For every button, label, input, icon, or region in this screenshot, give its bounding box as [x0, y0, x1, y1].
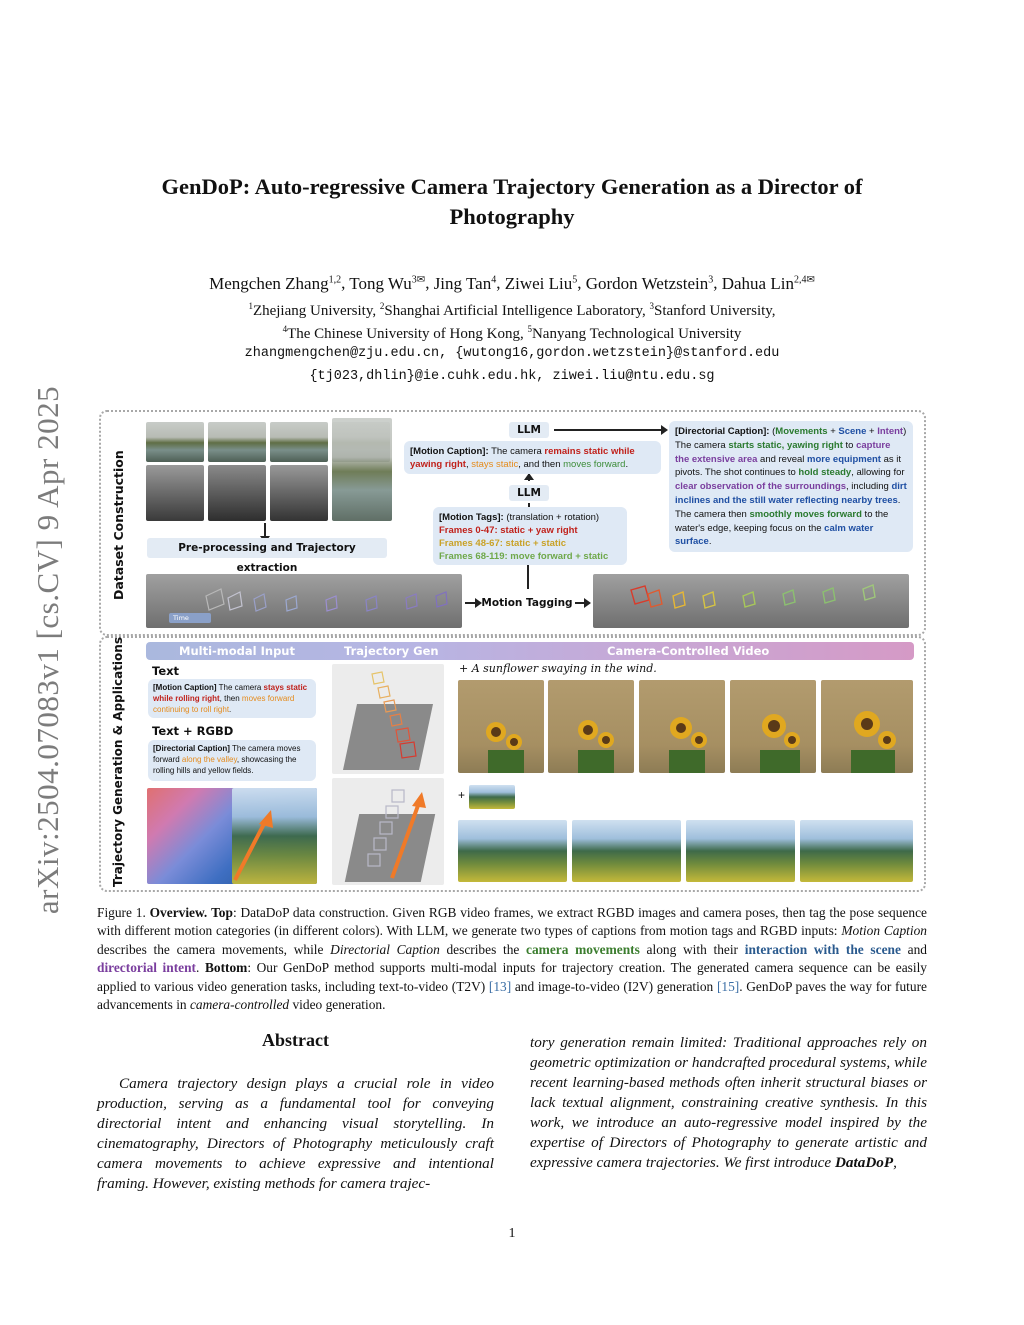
header-multimodal-input: Multi-modal Input: [179, 644, 295, 658]
llm-label: LLM: [509, 485, 549, 501]
pose-frustum: [326, 596, 337, 611]
pose-frustum: [406, 594, 417, 609]
pose-frustum: [378, 686, 390, 698]
sunflower-frame: [639, 680, 725, 773]
t2v-prompt: + A sunflower swaying in the wind.: [459, 662, 657, 675]
arrow-line: [527, 561, 529, 589]
pose-frustum: [366, 596, 377, 611]
pose-frustum: [743, 592, 755, 607]
arrow-right-icon: [475, 598, 482, 608]
motion-tags-box: [Motion Tags]: (translation + rotation) Frames 0-47: static + yaw right Frames 48-67: static + static Frames 68-119: move forward + static: [433, 507, 627, 565]
trajectory-poses-right: [593, 574, 909, 628]
video-frame: [208, 422, 266, 462]
small-directorial-caption: [Directorial Caption] The camera moves forward along the valley, showcasing the rolling hills and yellow fields.: [148, 740, 316, 781]
valley-frame: [458, 820, 567, 882]
motion-tagging-label: Motion Tagging: [481, 597, 573, 609]
arrow-line: [554, 429, 664, 431]
title-line-1: GenDoP: Auto-regressive Camera Trajectory Generation as a Director of: [161, 174, 863, 199]
arxiv-id: arXiv:2504.07083v1 [cs.CV] 9 Apr 2025: [30, 385, 65, 915]
pose-frustum: [400, 742, 416, 758]
title-line-2: Photography: [449, 204, 575, 229]
pose-frustum: [783, 590, 795, 605]
arrow-up-icon: [524, 473, 534, 480]
affiliations-line-1: $^1$Zhejiang University, $^2$Shanghai Artificial Intelligence Laboratory, $^3$Stanford University,: [248, 301, 776, 319]
pose-frustum: [436, 592, 447, 607]
pose-frustum: [631, 586, 649, 604]
valley-frame: [686, 820, 795, 882]
section-label-top: Dataset Construction: [111, 450, 126, 600]
header-trajectory-gen: Trajectory Gen: [344, 644, 439, 658]
pose-frustum: [648, 590, 662, 607]
sunflower-icon: [548, 680, 634, 773]
depth-frame: [270, 465, 328, 521]
valley-frame: [800, 820, 913, 882]
pose-frustum: [673, 592, 685, 608]
motion-caption-box: [Motion Caption]: The camera remains static while yawing right, stays static, and then moves forward.: [404, 441, 661, 474]
trajectory-poses: [332, 778, 444, 885]
sunflower-frame: [458, 680, 544, 773]
header-camera-controlled-video: Camera-Controlled Video: [607, 644, 770, 658]
text-input-label: Text: [152, 664, 180, 678]
valley-frame: [572, 820, 681, 882]
arrow-right-icon: [661, 425, 668, 435]
pose-frustum: [386, 806, 398, 818]
abstract-right-column: tory generation remain limited: Traditional approaches rely on geometric optimization or handcrafted procedural systems, while recent learning-based methods often inherit structural biases or lack textual alignment, constraining creative synthesis. In this work, we introduce an auto-regressive model inspired by the expertise of Directors of Photography to generate artistic and expressive camera trajectories. We first introduce DataDoP,: [530, 1034, 927, 1171]
pose-frustum: [286, 596, 297, 611]
generated-trajectory-1: [332, 664, 444, 774]
pose-frustum: [372, 672, 384, 684]
pose-frustum: [823, 588, 835, 603]
author: Jing Tan$^4$: [433, 273, 497, 293]
arrow-right-icon: [584, 598, 591, 608]
plus-sign: +: [458, 788, 466, 802]
figure-overview: [99, 410, 926, 892]
author: Tong $Wu^{3✉}$: [349, 273, 426, 293]
sunflower-icon: [458, 680, 544, 773]
sunflower-icon: [730, 680, 816, 773]
sunflower-icon: [821, 680, 913, 773]
paper-title: [120, 172, 904, 232]
depth-frame: [146, 465, 204, 521]
pose-frustum: [374, 838, 386, 850]
llm-label: LLM: [509, 422, 549, 438]
sunflower-frame: [730, 680, 816, 773]
pose-frustum: [384, 700, 396, 712]
depth-frame: [208, 465, 266, 521]
pose-frustum: [396, 728, 410, 742]
small-motion-caption: [Motion Caption] The camera stays static while rolling right, then moves forward continuing to roll right.: [148, 679, 316, 718]
sunflower-frame: [821, 680, 913, 773]
sunflower-frame: [548, 680, 634, 773]
video-frame: [146, 422, 204, 462]
arxiv-sidebar: [18, 350, 78, 950]
author: Dahua Lin$^{2,4✉}$: [721, 273, 815, 293]
email-line-1: zhangmengchen@zju.edu.cn, {wutong16,gordon.wetzstein}@stanford.edu: [244, 346, 780, 361]
time-indicator: Time: [169, 613, 211, 623]
figure-caption: Figure 1. Overview. Top: DataDoP data construction. Given RGB video frames, we extract RGBD images and camera poses, then tag the pose sequence with different motion categories (in different colors). With LLM, we generate two types of captions from motion tags and RGBD inputs: Motion Caption describes the camera movements, while Directorial Caption describes the camera movements along with their interaction with the scene and directorial intent. Bottom: Our GenDoP method supports multi-modal inputs for trajectory creation. The generated camera sequence can be easily applied to various video generation tasks, including text-to-video (T2V) [13] and image-to-video (I2V) generation [15]. GenDoP paves the way for future advancements in camera-controlled video generation.: [97, 905, 927, 1013]
video-frame-stack: [332, 418, 392, 521]
trajectory-poses: [332, 664, 444, 774]
abstract-title: Abstract: [262, 1030, 329, 1050]
citation-link[interactable]: [15]: [716, 978, 740, 994]
directorial-caption-box: [Directorial Caption]: (Movements + Scene + Intent) The camera starts static, yawing right to capture the extensive area and reveal more equipment as it pivots. The shot continues to hold steady, allowing for clear observation of the surroundings, including dirt inclines and the still water reflecting nearby trees. The camera then smoothly moves forward to the water's edge, keeping focus on the calm water surface.: [669, 421, 913, 552]
author-list: Mengchen Zhang$^{1,2}$, Tong $Wu^{3✉}$, Jing Tan$^4$, Ziwei Liu$^5$, Gordon Wetzstein$^3$, Dahua Lin$^{2,4✉}$: [209, 273, 815, 293]
page-number: 1: [508, 1226, 516, 1241]
preprocess-label: Pre-processing and Trajectory extraction: [147, 538, 387, 558]
pose-frustum: [390, 714, 402, 726]
arrow-head-icon: [412, 792, 426, 808]
pose-frustum: [380, 822, 392, 834]
text-rgbd-label: Text + RGBD: [152, 724, 234, 738]
pose-frustum: [228, 592, 242, 610]
email-line-2: {tj023,dhlin}@ie.cuhk.edu.hk, ziwei.liu@ntu.edu.sg: [309, 369, 715, 384]
pose-frustum: [254, 594, 266, 611]
generated-trajectory-2: [332, 778, 444, 885]
direction-line: [392, 800, 420, 878]
pose-frustum: [206, 589, 224, 610]
sunflower-icon: [639, 680, 725, 773]
section-label-bottom: Trajectory Generation & Applications: [111, 637, 125, 887]
i2v-input-thumbnail: [469, 785, 515, 809]
author: Ziwei Liu$^5$: [504, 273, 578, 293]
pose-frustum: [863, 585, 875, 600]
author: Gordon Wetzstein$^3$: [585, 273, 714, 293]
citation-link[interactable]: [13]: [488, 978, 512, 994]
abstract-left-column: Camera trajectory design plays a crucial role in video production, serving as a fundamental tool for conveying directorial intent and enhancing visual storytelling. In cinematography, Directors of Photography meticulously craft camera movements to achieve expressive and intentional framing. However, existing methods for camera trajec-: [97, 1075, 494, 1192]
pose-frustum: [392, 790, 404, 802]
direction-arrow-icon: [147, 788, 317, 884]
affiliations-line-2: $^4$The Chinese University of Hong Kong, $^5$Nanyang Technological University: [282, 324, 742, 342]
video-frame: [270, 422, 328, 462]
pose-frustum: [368, 854, 380, 866]
pose-frustum: [703, 592, 715, 608]
author: Mengchen Zhang$^{1,2}$: [209, 273, 342, 293]
